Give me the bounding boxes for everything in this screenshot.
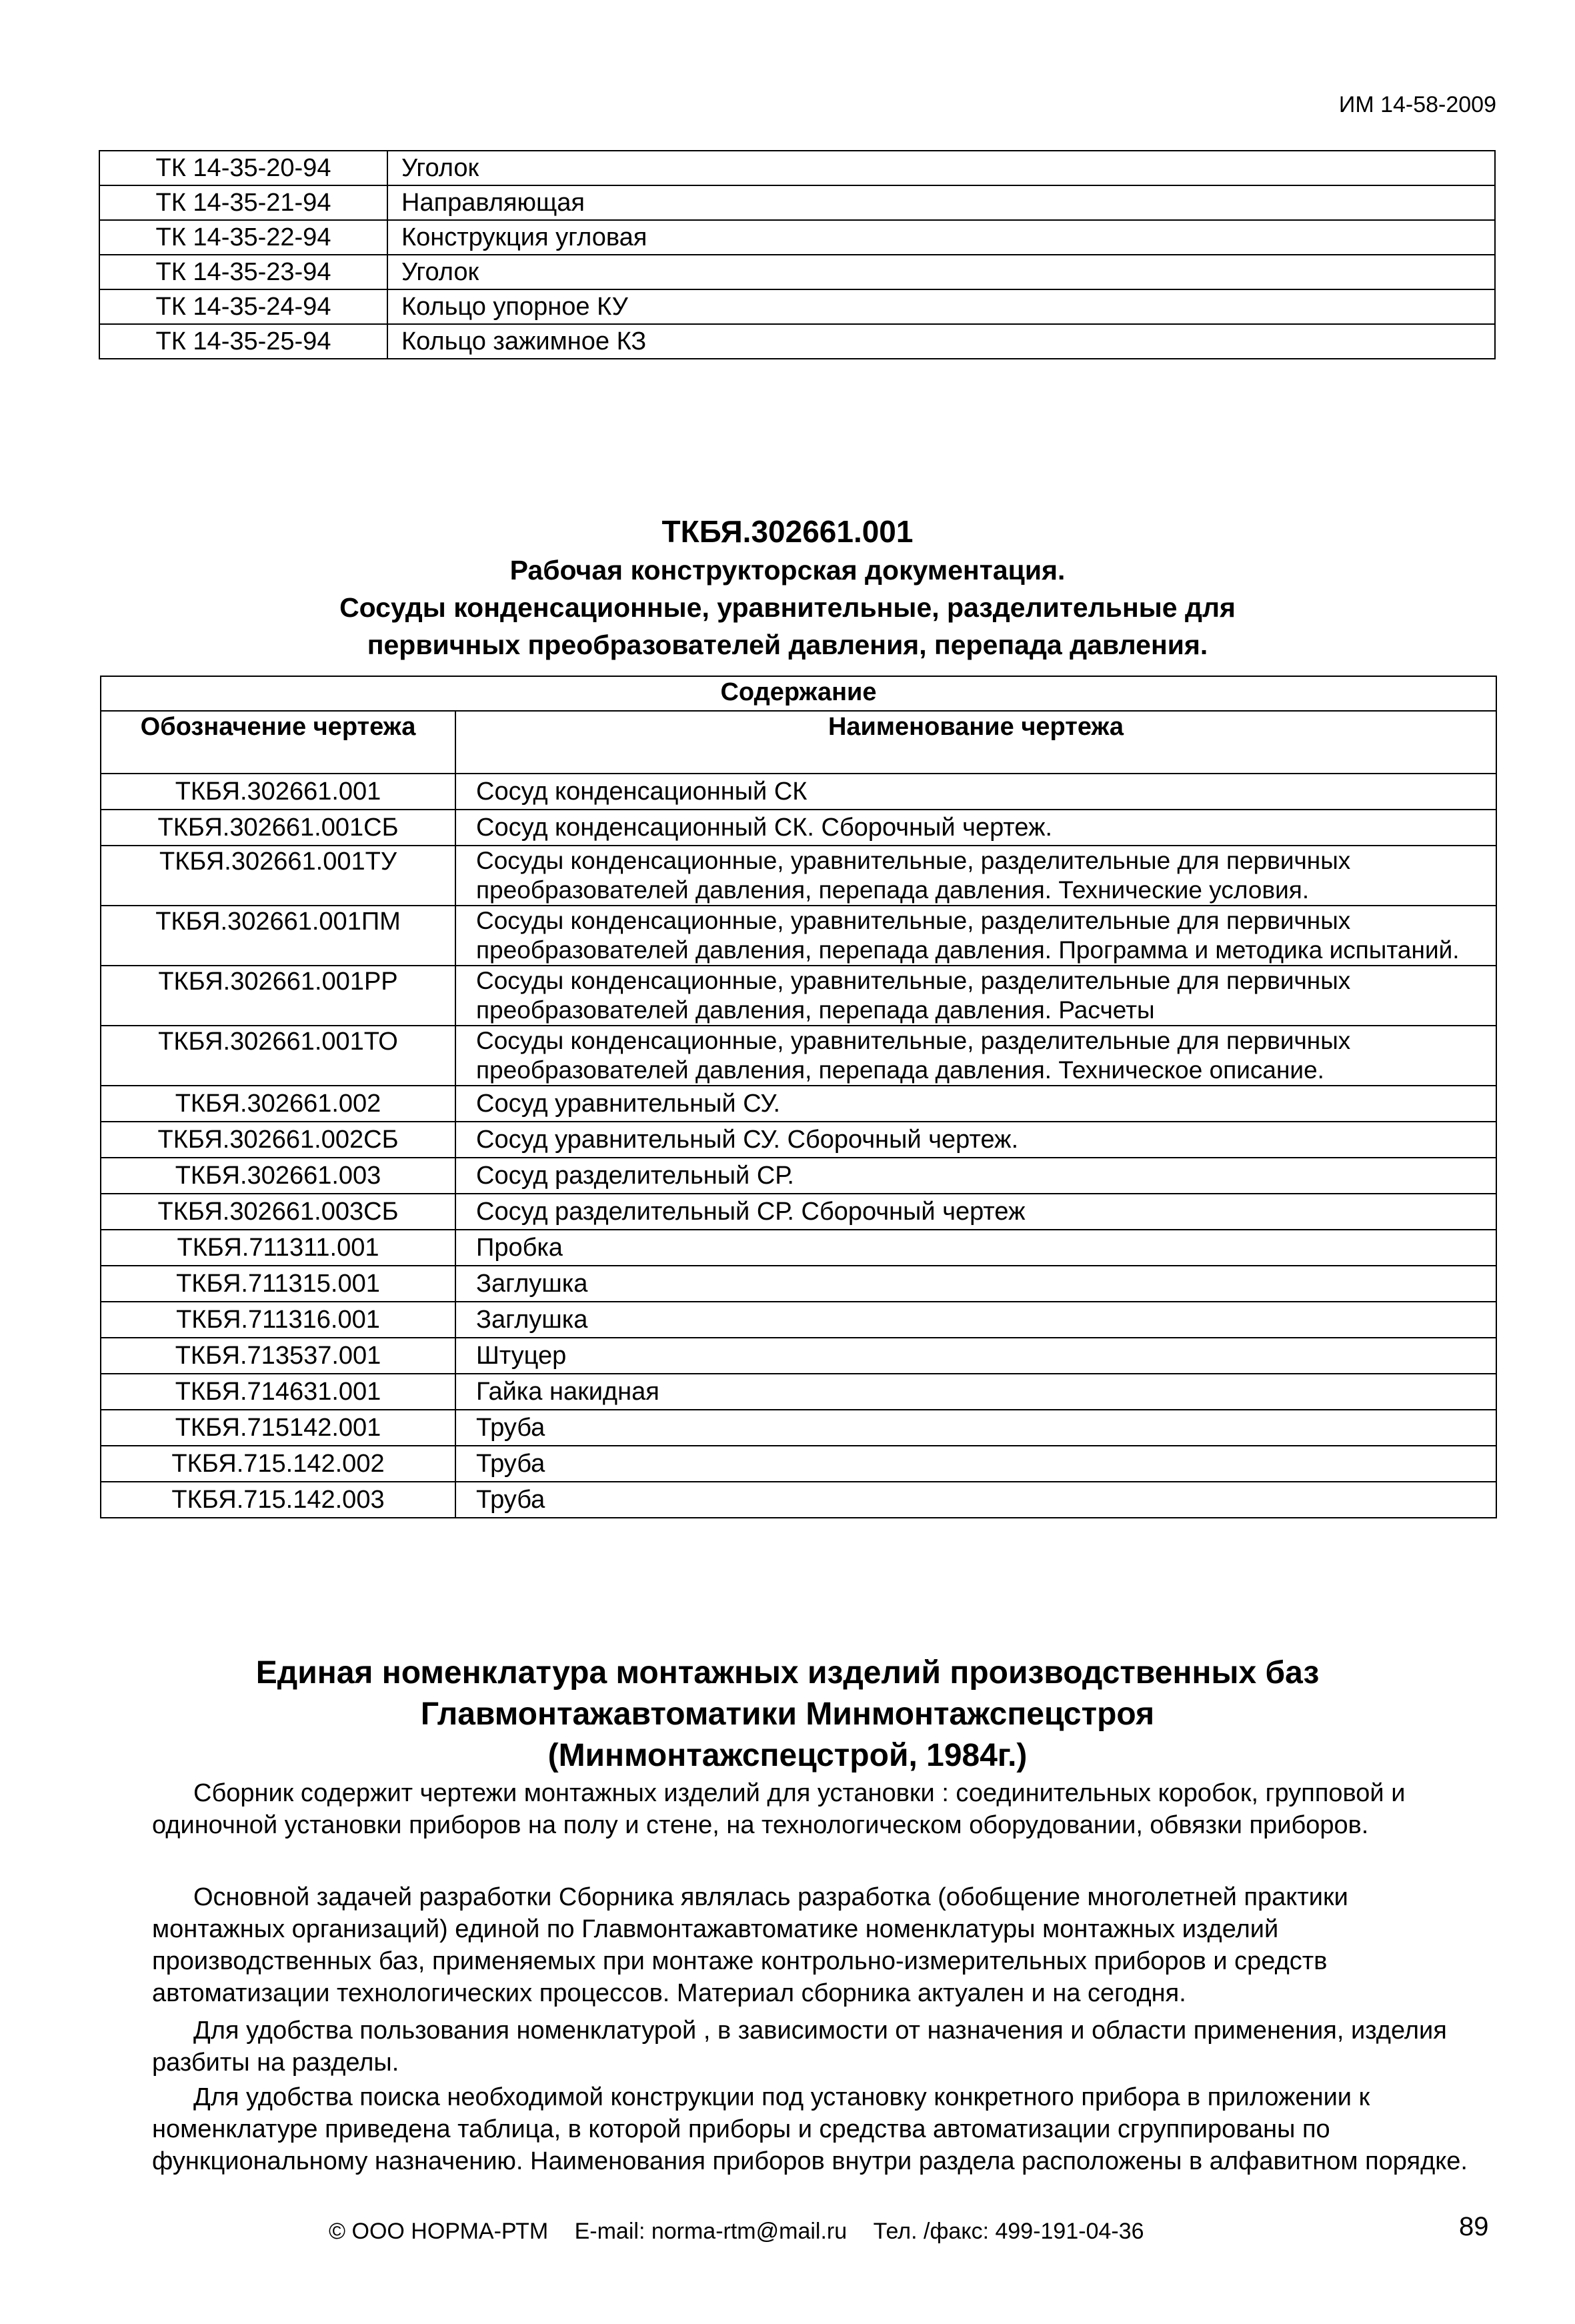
page-footer — [329, 2219, 1164, 2245]
table-row — [101, 846, 1496, 906]
table-row — [101, 1194, 1496, 1230]
table-row — [101, 1026, 1496, 1086]
drawing-code: ТКБЯ.714631.001 — [101, 1374, 455, 1410]
drawing-code: ТКБЯ.711311.001 — [101, 1230, 455, 1266]
column-header-name: Наименование чертежа — [455, 711, 1496, 774]
drawing-name: Сосуд уравнительный СУ. — [455, 1086, 1496, 1122]
drawing-code: ТКБЯ.302661.001ПМ — [101, 906, 455, 966]
table-row — [101, 1302, 1496, 1338]
table-row — [101, 906, 1496, 966]
drawing-name: Гайка накидная — [455, 1374, 1496, 1410]
drawing-name: Заглушка — [455, 1302, 1496, 1338]
table-row — [101, 1482, 1496, 1518]
page-number: 89 — [1459, 2212, 1489, 2241]
table-row — [101, 1266, 1496, 1302]
table-row — [99, 255, 1495, 289]
section-title-line: Главмонтажавтоматики Минмонтажспецстроя — [420, 1696, 1155, 1732]
section-title-line: первичных преобразователей давления, перепада давления. — [367, 630, 1208, 660]
footer-email: E-mail: norma-rtm@mail.ru — [574, 2219, 848, 2244]
contents-table — [100, 676, 1497, 1518]
table-row — [99, 289, 1495, 324]
drawing-name: Пробка — [455, 1230, 1496, 1266]
section-code: ТКБЯ.302661.001 — [661, 514, 914, 549]
parts-table — [99, 150, 1496, 359]
drawing-code: ТКБЯ.302661.003СБ — [101, 1194, 455, 1230]
drawing-name: Сосуды конденсационные, уравнительные, разделительные для первичных преобразователей давления, перепада давления. Программа и методика испытаний. — [455, 906, 1496, 966]
body-paragraph: Для удобства поиска необходимой конструкции под установку конкретного прибора в приложении к номенклатуре приведена таблица, в которой приборы и средства автоматизации сгруппированы по функциональному назначению. Наименования приборов внутри раздела расположены в алфавитном порядке. — [152, 2083, 1468, 2175]
part-code: ТК 14-35-25-94 — [99, 324, 387, 359]
drawing-name: Штуцер — [455, 1338, 1496, 1374]
drawing-name: Труба — [455, 1446, 1496, 1482]
part-name: Кольцо упорное КУ — [387, 289, 1495, 324]
drawing-name: Труба — [455, 1482, 1496, 1518]
table-row — [101, 1374, 1496, 1410]
part-code: ТК 14-35-20-94 — [99, 151, 387, 185]
table-row — [101, 1410, 1496, 1446]
column-header-code: Обозначение чертежа — [101, 711, 455, 774]
table-row — [101, 774, 1496, 810]
table-row — [101, 966, 1496, 1026]
section-title-line: (Минмонтажспецстрой, 1984г.) — [547, 1738, 1028, 1773]
drawing-name: Сосуды конденсационные, уравнительные, разделительные для первичных преобразователей давления, перепада давления. Техническое описание. — [455, 1026, 1496, 1086]
drawing-code: ТКБЯ.302661.003 — [101, 1158, 455, 1194]
part-code: ТК 14-35-24-94 — [99, 289, 387, 324]
part-name: Конструкция угловая — [387, 220, 1495, 255]
table-row — [101, 1086, 1496, 1122]
table-row — [101, 1446, 1496, 1482]
drawing-code: ТКБЯ.711316.001 — [101, 1302, 455, 1338]
drawing-name: Сосуд разделительный СР. — [455, 1158, 1496, 1194]
part-code: ТК 14-35-22-94 — [99, 220, 387, 255]
part-code: ТК 14-35-21-94 — [99, 185, 387, 220]
table-row — [101, 1230, 1496, 1266]
drawing-name: Сосуд конденсационный СК — [455, 774, 1496, 810]
drawing-name: Сосуд уравнительный СУ. Сборочный чертеж. — [455, 1122, 1496, 1158]
drawing-name: Труба — [455, 1410, 1496, 1446]
section-title-line: Сосуды конденсационные, уравнительные, разделительные для — [339, 592, 1236, 623]
drawing-code: ТКБЯ.715142.001 — [101, 1410, 455, 1446]
part-name: Уголок — [387, 151, 1495, 185]
drawing-code: ТКБЯ.715.142.003 — [101, 1482, 455, 1518]
table-row — [99, 185, 1495, 220]
table-row — [99, 324, 1495, 359]
drawing-code: ТКБЯ.715.142.002 — [101, 1446, 455, 1482]
table-row — [101, 810, 1496, 846]
body-paragraph: Основной задачей разработки Сборника являлась разработка (обобщение многолетней практики монтажных организаций) единой по Главмонтажавтоматике номенклатуры монтажных изделий производственных баз, применяемых при монтаже контрольно-измерительных приборов и средств автоматизации технологических процессов. Материал сборника актуален и на сегодня. — [152, 1883, 1348, 2007]
table-row — [101, 1158, 1496, 1194]
footer-phone: Тел. /факс: 499-191-04-36 — [873, 2219, 1144, 2244]
table-row — [99, 151, 1495, 185]
body-paragraph: Сборник содержит чертежи монтажных изделий для установки : соединительных коробок, групповой и одиночной установки приборов на полу и стене, на технологическом оборудовании, обвязки приборов. — [152, 1779, 1406, 1839]
drawing-code: ТКБЯ.302661.001РР — [101, 966, 455, 1026]
drawing-name: Сосуды конденсационные, уравнительные, разделительные для первичных преобразователей давления, перепада давления. Расчеты — [455, 966, 1496, 1026]
drawing-code: ТКБЯ.302661.002СБ — [101, 1122, 455, 1158]
table-row — [101, 1122, 1496, 1158]
drawing-code: ТКБЯ.302661.001СБ — [101, 810, 455, 846]
drawing-code: ТКБЯ.302661.001ТО — [101, 1026, 455, 1086]
drawing-code: ТКБЯ.302661.001 — [101, 774, 455, 810]
part-code: ТК 14-35-23-94 — [99, 255, 387, 289]
document-code: ИМ 14-58-2009 — [1338, 92, 1496, 117]
table-row — [99, 220, 1495, 255]
drawing-name: Сосуды конденсационные, уравнительные, разделительные для первичных преобразователей давления, перепада давления. Технические условия. — [455, 846, 1496, 906]
body-paragraph: Для удобства пользования номенклатурой , в зависимости от назначения и области применения, изделия разбиты на разделы. — [152, 2017, 1447, 2077]
drawing-code: ТКБЯ.302661.002 — [101, 1086, 455, 1122]
part-name: Уголок — [387, 255, 1495, 289]
part-name: Кольцо зажимное КЗ — [387, 324, 1495, 359]
footer-company: © ООО НОРМА-РТМ — [329, 2219, 549, 2244]
drawing-name: Заглушка — [455, 1266, 1496, 1302]
drawing-code: ТКБЯ.713537.001 — [101, 1338, 455, 1374]
part-name: Направляющая — [387, 185, 1495, 220]
drawing-name: Сосуд конденсационный СК. Сборочный чертеж. — [455, 810, 1496, 846]
table-row — [101, 1338, 1496, 1374]
drawing-code: ТКБЯ.711315.001 — [101, 1266, 455, 1302]
drawing-name: Сосуд разделительный СР. Сборочный чертеж — [455, 1194, 1496, 1230]
table-caption: Содержание — [101, 676, 1496, 711]
section-title-line: Рабочая конструкторская документация. — [509, 555, 1066, 586]
drawing-code: ТКБЯ.302661.001ТУ — [101, 846, 455, 906]
section-title-line: Единая номенклатура монтажных изделий производственных баз — [255, 1655, 1320, 1690]
